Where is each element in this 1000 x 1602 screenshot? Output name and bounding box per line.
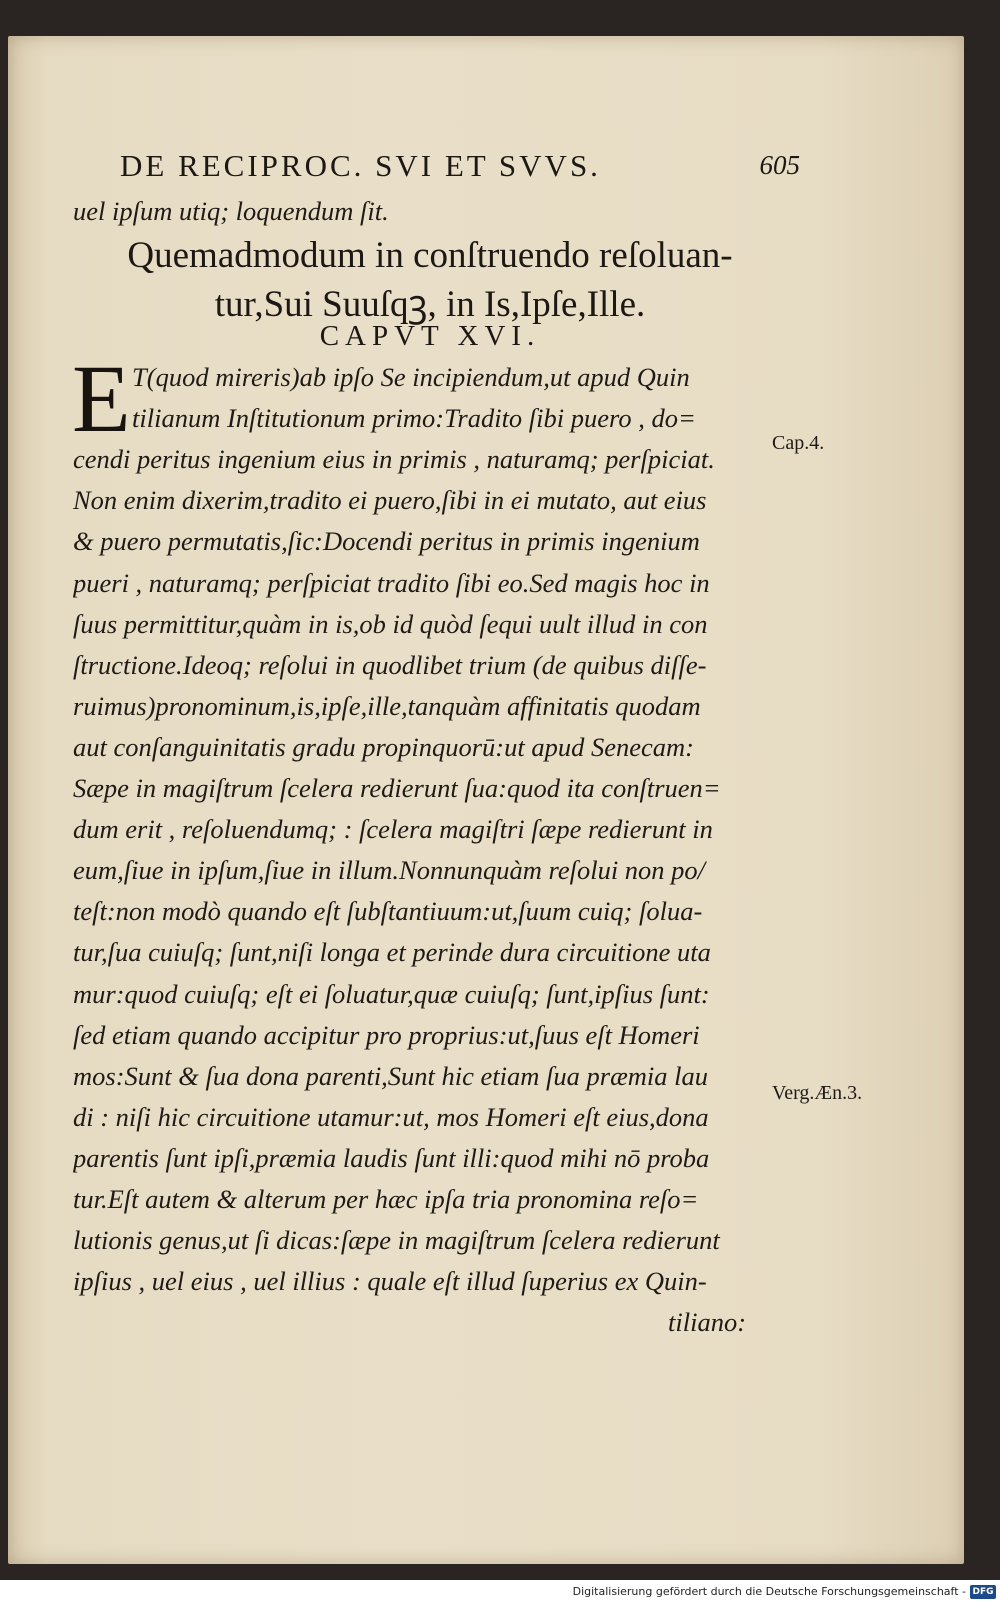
- body-line: ſed etiam quando accipitur pro proprius:ut,ſuus eſt Homeri: [73, 1019, 700, 1050]
- first-line: uel ipſum utiq; loquendum ſit.: [73, 196, 389, 226]
- page-number: 605: [759, 150, 800, 180]
- body-line: teſt:non modò quando eſt ſubſtantiuum:ut,ſuum cuiq; ſolua-: [73, 896, 703, 927]
- body-line: cendi peritus ingenium eius in primis , naturamq; perſpiciat.: [73, 444, 715, 475]
- body-line: tilianum Inſtitutionum primo:Tradito ſibi puero , do=: [132, 403, 696, 434]
- body-line: aut conſanguinitatis gradu propinquorū:ut apud Senecam:: [73, 731, 694, 762]
- body-line: Sæpe in magiſtrum ſcelera redierunt ſua:quod ita conſtruen=: [73, 773, 721, 803]
- dfg-logo-icon: DFG: [970, 1585, 996, 1599]
- body-line: parentis ſunt ipſi,præmia laudis ſunt illi:quod mihi nō proba: [73, 1142, 710, 1173]
- margin-note-cap: Cap.4.: [772, 432, 825, 454]
- body-line: mur:quod cuiuſq; eſt ei ſoluatur,quæ cuiuſq; ſunt,ipſius ſunt:: [73, 978, 710, 1009]
- body-line: pueri , naturamq; perſpiciat tradito ſibi eo.Sed magis hoc in: [73, 567, 710, 598]
- footer-credit: Digitalisierung gefördert durch die Deutsche Forschungsgemeinschaft -: [572, 1585, 966, 1598]
- body-line: T(quod mireris)ab ipſo Se incipiendum,ut apud Quin: [132, 362, 690, 392]
- body-line: tur,ſua cuiuſq; ſunt,niſi longa et perinde dura circuitione uta: [73, 937, 711, 968]
- section-heading-line-2: tur,Sui Suuſqꝫ, in Is,Ipſe,Ille.: [214, 284, 646, 325]
- page-header: [120, 148, 800, 188]
- body-line: tiliano:: [668, 1307, 747, 1338]
- body-line: ſuus permittitur,quàm in is,ob id quòd ſequi uult illud in con: [73, 608, 708, 639]
- body-line: di : niſi hic circuitione utamur:ut, mos Homeri eſt eius,dona: [73, 1101, 709, 1132]
- body-line: lutionis genus,ut ſi dicas:ſæpe in magiſtrum ſcelera redierunt: [73, 1225, 720, 1256]
- body-line: ruimus)pronominum,is,ipſe,ille,tanquàm affinitatis quodam: [73, 690, 701, 721]
- body-line: ipſius , uel eius , uel illius : quale eſt illud ſuperius ex Quin-: [73, 1266, 707, 1297]
- body-line: & puero permutatis,ſic:Docendi peritus in primis ingenium: [73, 526, 700, 557]
- body-line: ſtructione.Ideoq; reſolui in quodlibet trium (de quibus diſſe-: [73, 649, 707, 680]
- section-heading-line-1: Quemadmodum in conſtruendo reſoluan-: [127, 235, 733, 276]
- body-line: dum erit , reſoluendumq; : ſcelera magiſtri ſæpe redierunt in: [73, 814, 713, 845]
- body-line: mos:Sunt & ſua dona parenti,Sunt hic etiam ſua præmia lau: [73, 1060, 709, 1091]
- body-line: eum,ſiue in ipſum,ſiue in illum.Nonnunquàm reſolui non po/: [73, 855, 706, 886]
- margin-note-verg: Verg.Æn.3.: [772, 1082, 863, 1104]
- chapter-title: CAPVT XVI.: [319, 320, 541, 352]
- body-line: tur.Eſt autem & alterum per hæc ipſa tria pronomina reſo=: [73, 1184, 699, 1214]
- running-head: DE RECIPROC. SVI ET SVVS.: [120, 148, 601, 183]
- drop-cap: E: [72, 345, 131, 452]
- footer-bar: [0, 1580, 1000, 1602]
- body-line: Non enim dixerim,tradito ei puero,ſibi in ei mutato, aut eius: [73, 485, 707, 516]
